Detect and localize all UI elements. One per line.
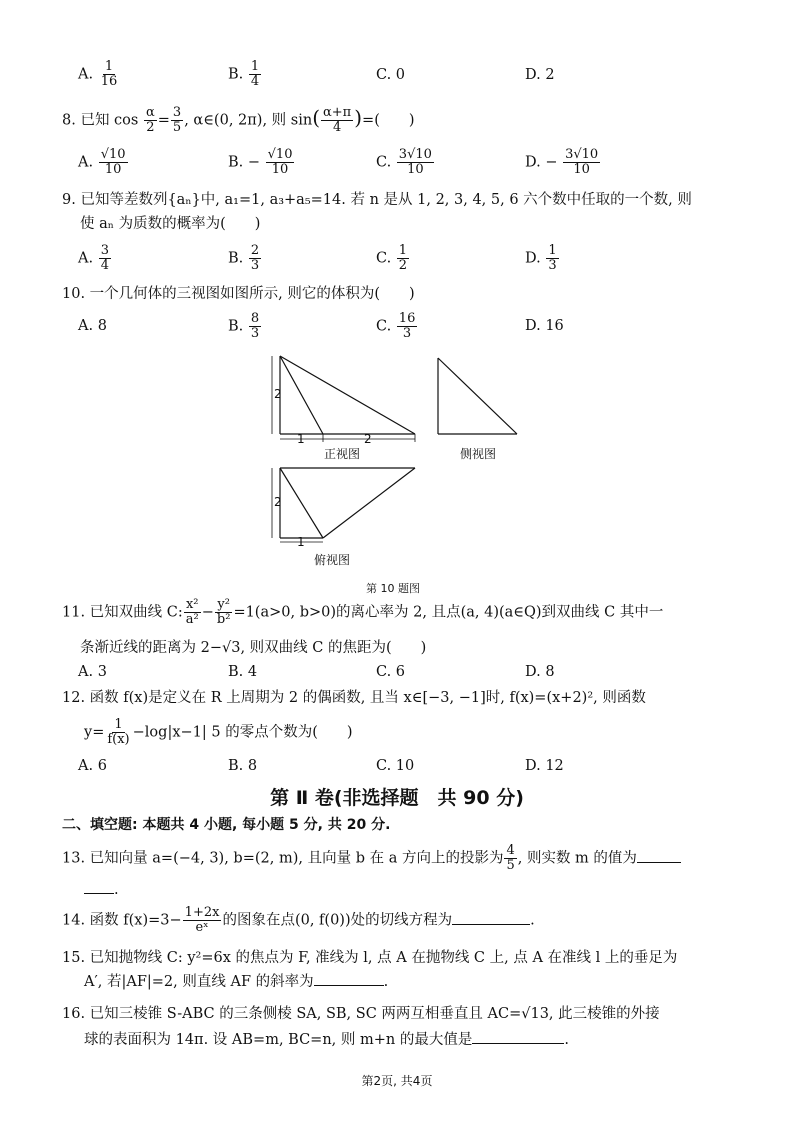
q9-option-b: B. $\frac{2}{3}$ bbox=[228, 243, 260, 273]
question-11-line1: 11. 已知双曲线 C: $\frac{\text{x²}}{\text{a²}}$ − $\frac{\text{y²}}{\text{b²}}$ =1(a>0, b>0)的离心率为 2, 且点(a, 4)(a∈Q)到双曲线 C 其中一 bbox=[62, 597, 664, 627]
q16-answer-blank[interactable] bbox=[472, 1043, 564, 1044]
question-16-line1: 16. 已知三棱锥 S-ABC 的三条侧棱 SA, SB, SC 两两互相垂直且 AC=√13, 此三棱锥的外接 bbox=[62, 1006, 660, 1022]
question-9-line1: 9. 已知等差数列{aₙ}中, a₁=1, a₃+a₅=14. 若 n 是从 1, 2, 3, 4, 5, 6 六个数中任取的一个数, 则 bbox=[62, 192, 692, 208]
top-height-label: 2 bbox=[274, 495, 282, 509]
q8-option-b: B. − $\frac{√10}{10}$ bbox=[228, 147, 293, 177]
question-11-line2: 条渐近线的距离为 2−√3, 则双曲线 C 的焦距为( ) bbox=[80, 640, 427, 656]
q7-option-d: D. 2 bbox=[525, 67, 555, 83]
question-16-line2: 球的表面积为 14π. 设 AB=m, BC=n, 则 m+n 的最大值是 . bbox=[84, 1032, 569, 1048]
q10-option-b: B. $\frac{8}{3}$ bbox=[228, 311, 260, 341]
q11-option-a: A. 3 bbox=[78, 664, 107, 680]
question-15-line1: 15. 已知抛物线 C: y²=6x 的焦点为 F, 准线为 l, 点 A 在抛物线 C 上, 点 A 在准线 l 上的垂足为 bbox=[62, 950, 678, 966]
q12-option-a: A. 6 bbox=[78, 758, 107, 774]
side-view-label: 侧视图 bbox=[460, 447, 497, 461]
three-view-figure bbox=[260, 348, 540, 598]
q12-option-b: B. 8 bbox=[228, 758, 258, 774]
question-15-line2: A′, 若|AF|=2, 则直线 AF 的斜率为 . bbox=[84, 974, 389, 990]
question-13-line2: . bbox=[84, 880, 119, 900]
q9-option-a: A. $\frac{3}{4}$ bbox=[78, 243, 109, 273]
q10-option-a: A. 8 bbox=[78, 318, 107, 334]
figure-caption: 第 10 题图 bbox=[366, 582, 420, 595]
q12-option-d: D. 12 bbox=[525, 758, 564, 774]
q11-option-d: D. 8 bbox=[525, 664, 555, 680]
question-12-line2: y= $\frac{1}{f(x)}$ −log|x−1| 5 的零点个数为( ) bbox=[84, 717, 353, 747]
question-13-line1: 13. 已知向量 a=(−4, 3), b=(2, m), 且向量 b 在 a 方向上的投影为 $\frac{4}{5}$ , 则实数 m 的值为 bbox=[62, 844, 681, 873]
q9-option-c: C. $\frac{1}{2}$ bbox=[376, 243, 408, 273]
q9-option-d: D. $\frac{1}{3}$ bbox=[525, 243, 557, 273]
q10-option-d: D. 16 bbox=[525, 318, 564, 334]
front-width2-label: 2 bbox=[364, 432, 372, 446]
q8-option-d: D. − $\frac{3√10}{10}$ bbox=[525, 147, 599, 177]
fill-in-section-heading: 二、填空题: 本题共 4 小题, 每小题 5 分, 共 20 分. bbox=[62, 817, 391, 833]
front-view-label: 正视图 bbox=[324, 447, 361, 461]
q12-option-c: C. 10 bbox=[376, 758, 415, 774]
q7-option-b: B. $\frac{1}{4}$ bbox=[228, 59, 260, 89]
top-view-label: 俯视图 bbox=[314, 553, 351, 567]
q14-answer-blank[interactable] bbox=[452, 924, 530, 925]
q11-option-b: B. 4 bbox=[228, 664, 258, 680]
q15-answer-blank[interactable] bbox=[314, 985, 384, 986]
front-width1-label: 1 bbox=[297, 432, 305, 446]
question-8-stem: 8. 已知 cos $\frac{\alpha}{2}$ = $\frac{3}{5}$ , α∈(0, 2π), 则 sin( $\frac{\alpha+\pi}{4}$ )=( ) bbox=[62, 105, 415, 135]
question-9-line2: 使 aₙ 为质数的概率为( ) bbox=[80, 216, 261, 232]
top-view bbox=[272, 468, 415, 542]
q7-option-a: A. $\frac{1}{16}$ bbox=[78, 59, 118, 89]
q8-option-c: C. $\frac{3√10}{10}$ bbox=[376, 147, 432, 177]
q10-option-c: C. $\frac{16}{3}$ bbox=[376, 311, 416, 341]
q13-answer-blank-2[interactable] bbox=[84, 893, 114, 894]
side-view bbox=[438, 358, 517, 434]
page-footer: 第2页, 共4页 bbox=[361, 1074, 433, 1088]
section-2-title: 第 Ⅱ 卷(非选择题 共 90 分) bbox=[270, 787, 524, 809]
top-width-label: 1 bbox=[297, 535, 305, 549]
q11-option-c: C. 6 bbox=[376, 664, 406, 680]
q8-option-a: A. $\frac{√10}{10}$ bbox=[78, 147, 126, 177]
question-14: 14. 函数 f(x)=3− $\frac{1+2x}{\text{eˣ}}$ 的图象在点(0, f(0))处的切线方程为 . bbox=[62, 905, 535, 935]
q13-answer-blank-1[interactable] bbox=[637, 862, 681, 863]
front-height-label: 2 bbox=[274, 387, 282, 401]
question-10-stem: 10. 一个几何体的三视图如图所示, 则它的体积为( ) bbox=[62, 286, 415, 302]
front-view bbox=[272, 356, 415, 442]
q7-option-c: C. 0 bbox=[376, 67, 406, 83]
question-12-line1: 12. 函数 f(x)是定义在 R 上周期为 2 的偶函数, 且当 x∈[−3, −1]时, f(x)=(x+2)², 则函数 bbox=[62, 690, 646, 706]
